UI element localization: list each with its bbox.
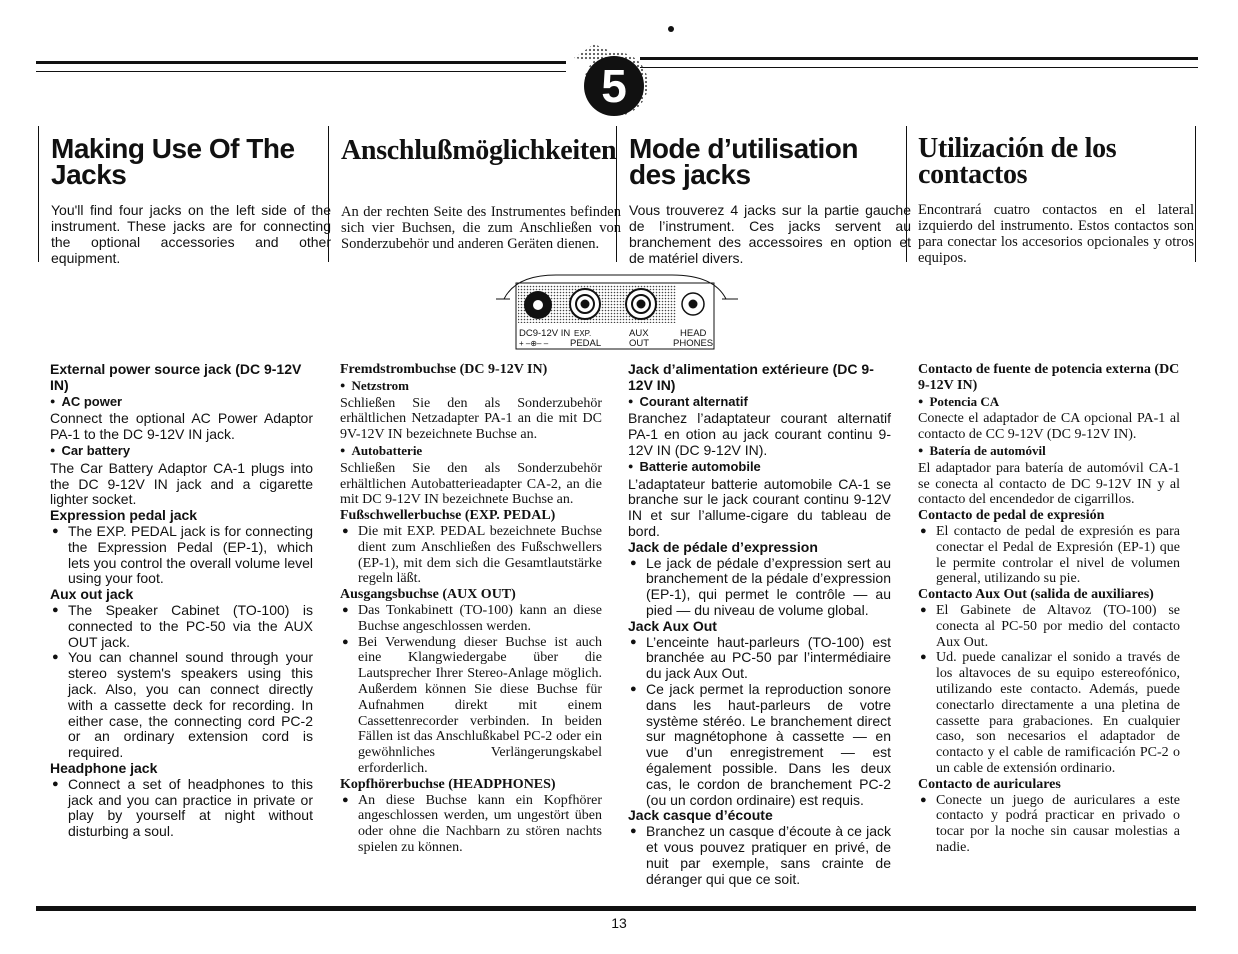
text-ac-power: Branchez l’adaptateur courant alternatif PA-1 en otion au jack courant continu 9-12V IN (DC 9-12V IN). [628,410,891,458]
section-english [50,362,313,840]
heading-pedal-jack: Expression pedal jack [50,507,198,524]
section-french [628,362,891,887]
jack-panel-diagram [496,273,738,351]
bullet-pedal: ● The EXP. PEDAL jack is for connecting the Expression Pedal (EP-1), which lets you control the overall volume level using your foot. [50,524,313,587]
heading-aux-jack: Jack Aux Out [628,617,717,634]
bullet-aux-2: ● You can channel sound through your stereo system's speakers using this jack. Also, you can connect directly with a cassette deck for recording. In either case, the connecting cord PC-2 or an ordinary extension cord is required. [50,650,313,761]
bullet-aux-1: ● L’enceinte haut-parleurs (TO-100) est branchée au PC-50 par l’intermédiaire du jack Aux Out. [628,635,891,682]
section-spanish [918,362,1180,856]
heading-headphone-jack: Jack casque d’écoute [628,807,773,824]
text-car-battery: Schließen Sie den als Sonderzubehör erhältlichen Autobatterieadapter CA-2, an die mit DC 9-12V IN bezeichnete Buchse an. [340,460,602,508]
column-german-intro [328,126,621,262]
heading-power-jack: Fremdstrombuchse (DC 9-12V IN) [340,362,548,377]
bullet-aux-1: ● The Speaker Cabinet (TO-100) is connected to the PC-50 via the AUX OUT jack. [50,603,313,650]
bullet-headphones: ● An diese Buchse kann ein Kopfhörer angeschlossen werden, um ungestört üben oder ohne die Nachbarn zu stören nachts spielen zu können. [340,793,602,856]
label-phones: PHONES [673,338,714,349]
bullet-headphones: ● Branchez un casque d’écoute à ce jack et vous pouvez pratiquer en privé, de nuit par exemple, sans crainte de déranger qui que ce soit. [628,824,891,887]
header-rule-right [640,57,1198,68]
heading-aux-jack: Aux out jack [50,586,134,603]
subheading-ac-power: ● Netzstrom [340,378,602,396]
bullet-aux-2: ● Ce jack permet la reproduction sonore dans les haut-parleurs de votre système stéréo. Le branchement direct sur magnétophone à cassette — en vue d’un enregistrement — est également possible. Dans les deux cas, le cordon de branchement PC-2 (ou un cordon ordinaire) est requis. [628,682,891,808]
chapter-badge [564,40,656,120]
heading-headphone-jack: Headphone jack [50,759,158,776]
text-ac-power: Schließen Sie den als Sonderzubehör erhältlichen Netzadapter PA-1 an die mit DC 9V-12V IN bezeichnete Buchse an. [340,395,602,443]
heading-aux-jack: Contacto Aux Out (salida de auxiliares) [918,587,1154,603]
heading-aux-jack: Ausgangsbuchse (AUX OUT) [340,587,516,603]
label-aux: AUX [629,328,649,339]
section-german [340,362,602,856]
title-german: Anschlußmöglichkeiten [341,135,617,166]
heading-pedal-jack: Jack de pédale d’expression [628,538,818,555]
intro-spanish: Encontrará cuatro contactos en el lateral izquierdo del instrumento. Estos contactos son para conectar los accesorios opcionales y otros equipos. [918,202,1194,266]
header-rule-left [36,61,566,72]
heading-headphone-jack: Kopfhörerbuchse (HEADPHONES) [340,776,556,792]
speck [668,26,674,32]
text-car-battery: El adaptador para batería de automóvil CA-1 se conecta al contacto de DC 9-12V IN y al contacto del encendedor de cigarrillos. [918,460,1180,508]
label-pedal: PEDAL [570,338,602,349]
subheading-car-battery: ● Car battery [50,443,313,461]
bullet-pedal: ● El contacto de pedal de expresión es para conectar el Pedal de Expresión (EP-1) que le permite controlar el nivel de volumen general, utilizando su pie. [918,524,1180,587]
heading-pedal-jack: Contacto de pedal de expresión [918,508,1105,524]
subheading-ac-power: ● Courant alternatif [628,394,891,412]
intro-french: Vous trouverez 4 jacks sur la partie gauche de l’instrument. Ces jacks servent au branchement des accessoires en option et de matériel divers. [629,202,911,266]
column-divider [1195,126,1196,262]
footer-rule [36,906,1196,911]
heading-power-jack: Jack d’alimentation extérieure (DC 9-12V IN) [628,361,874,393]
bullet-aux-2: ● Ud. puede canalizar el sonido a través de los altavoces de su equipo estereofónico, utilizando este contacto. Además, puede conectarlo directamente a una pletina de cassette para grabaciones. En cualquier caso, son necesarios el adaptador de contacto y el cable de ramificación PC-2 o un cable de extensión ordinario. [918,650,1180,776]
page-number: 13 [611,915,627,931]
heading-power-jack: External power source jack (DC 9-12V IN) [50,361,302,393]
bullet-aux-1: ● El Gabinete de Altavoz (TO-100) se conecta al PC-50 por medio del contacto Aux Out. [918,603,1180,650]
subheading-car-battery: ● Batería de automóvil [918,443,1180,461]
title-english: Making Use Of The Jacks [51,133,295,190]
bullet-headphones: ● Connect a set of headphones to this jack and you can practice in private or play by yourself at night without disturbing a soul. [50,777,313,840]
column-french-intro [616,126,911,266]
subheading-ac-power: ● AC power [50,394,313,412]
text-ac-power: Connect the optional AC Power Adaptor PA-1 to the DC 9-12V IN jack. [50,410,313,443]
text-car-battery: L’adaptateur batterie automobile CA-1 se branche sur le jack courant continu 9-12V IN et sur l’allume-cigare du tableau de bord. [628,475,891,539]
label-out: OUT [629,338,650,349]
label-head: HEAD [680,328,707,339]
title-french: Mode d’utilisation des jacks [629,133,858,190]
column-english-intro [38,126,331,266]
subheading-ac-power: ● Potencia CA [918,394,1180,412]
subheading-car-battery: ● Batterie automobile [628,459,891,477]
label-exp: EXP. [574,329,592,338]
text-car-battery: The Car Battery Adaptor CA-1 plugs into the DC 9-12V IN jack and a cigarette lighter socket. [50,459,313,508]
heading-headphone-jack: Contacto de auriculares [918,776,1061,792]
text-ac-power: Conecte el adaptador de CA opcional PA-1 al contacto de CC 9-12V (DC 9-12V IN). [918,411,1180,443]
bullet-pedal: ● Le jack de pédale d’expression sert au branchement de la pédale d’expression (EP-1), qui permet le contrôle — au pied — du niveau de volume global. [628,556,891,619]
heading-pedal-jack: Fußschwellerbuchse (EXP. PEDAL) [340,508,556,524]
bullet-aux-2: ● Bei Verwendung dieser Buchse ist auch eine Klangwiedergabe über die Lautsprecher Ihrer Stereo-Anlage möglich. Außerdem können Sie diese Buchse für Aufnahmen direkt mit einem Cassettenrecorder verbinden. In beiden Fällen ist das Anschlußkabel PC-2 oder ein gewöhnliches Verlängerungskabel erforderlich. [340,635,602,777]
title-spanish: Utilización de los contactos [918,133,1117,190]
chapter-number: 5 [601,60,627,112]
intro-german: An der rechten Seite des Instrumentes befinden sich vier Buchsen, die zum Anschließen von Sonderzubehör und anderen Geräten dienen. [341,204,621,252]
subheading-car-battery: ● Autobatterie [340,443,602,461]
bullet-pedal: ● Die mit EXP. PEDAL bezeichnete Buchse dient zum Anschließen des Fußschwellers (EP-1), mit dem sich die Gesamtlautstärke regeln läßt. [340,524,602,587]
intro-english: You'll find four jacks on the left side of the instrument. These jacks are for connecting the optional accessories and other equipment. [51,202,331,266]
label-polarity: + –⊕– – [519,339,549,348]
bullet-headphones: ● Conecte un juego de auriculares a este contacto y podrá practicar en privado o tocar por la noche sin causar molestias a nadie. [918,793,1180,856]
label-dc: DC9-12V IN [519,328,571,339]
column-spanish-intro [906,126,1194,266]
heading-power-jack: Contacto de fuente de potencia externa (DC 9-12V IN) [918,362,1180,393]
bullet-aux-1: ● Das Tonkabinett (TO-100) kann an diese Buchse angeschlossen werden. [340,603,602,635]
